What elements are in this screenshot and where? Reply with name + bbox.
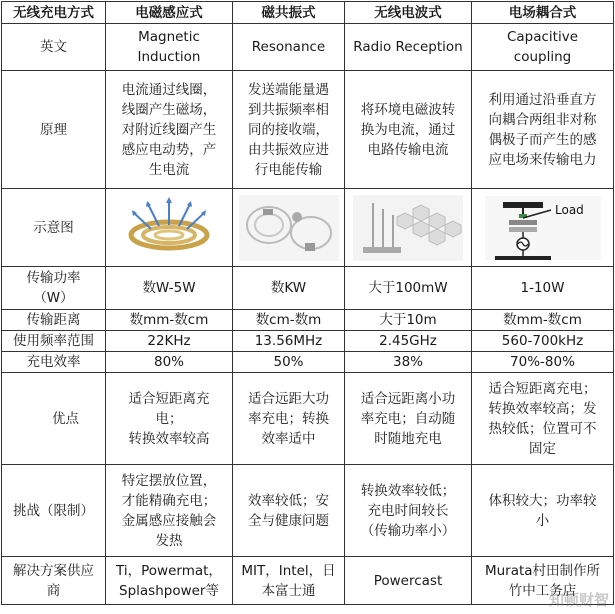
row-diagram xyxy=(2,189,614,267)
cell-vendors-induction: Ti，Powermat， Splashpower等 xyxy=(106,557,233,605)
cell-english-radio: Radio Reception xyxy=(345,24,472,71)
cell-power-resonance: 数KW xyxy=(233,267,345,310)
diagram-radio xyxy=(345,189,472,267)
row-english xyxy=(2,24,614,71)
watermark: 知顿财智 xyxy=(548,591,609,609)
row-frequency xyxy=(2,331,614,352)
row-vendors xyxy=(2,557,614,605)
label-challenges: 挑战（限制） xyxy=(2,465,106,557)
row-efficiency xyxy=(2,352,614,373)
cell-distance-induction: 数mm-数cm xyxy=(106,310,233,331)
label-efficiency: 充电效率 xyxy=(2,352,106,373)
cell-efficiency-resonance: 50% xyxy=(233,352,345,373)
cell-principle-radio: 将环境电磁波转 换为电流，通过 电路传输电流 xyxy=(345,71,472,189)
comparison-table xyxy=(1,1,614,605)
row-challenges xyxy=(2,465,614,557)
cell-chal-capacitive: 体积较大；功率较 小 xyxy=(472,465,614,557)
row-power xyxy=(2,267,614,310)
header-row xyxy=(2,2,614,24)
diagram-resonance xyxy=(233,189,345,267)
cell-vendors-resonance: MIT，Intel，日 本富士通 xyxy=(233,557,345,605)
capacitive-image xyxy=(483,194,603,262)
diagram-capacitive xyxy=(472,189,614,267)
label-principle: 原理 xyxy=(2,71,106,189)
header-resonance: 磁共振式 xyxy=(233,2,345,24)
cell-english-resonance: Resonance xyxy=(233,24,345,71)
cell-english-induction: Magnetic Induction xyxy=(106,24,233,71)
cell-power-capacitive: 1-10W xyxy=(472,267,614,310)
label-distance: 传输距离 xyxy=(2,310,106,331)
cell-chal-radio: 转换效率较低； 充电时间较长 （传输功率小） xyxy=(345,465,472,557)
cell-efficiency-induction: 80% xyxy=(106,352,233,373)
cell-vendors-radio: Powercast xyxy=(345,557,472,605)
cell-frequency-radio: 2.45GHz xyxy=(345,331,472,352)
cell-frequency-capacitive: 560-700kHz xyxy=(472,331,614,352)
cell-english-capacitive: Capacitive coupling xyxy=(472,24,614,71)
cell-power-induction: 数W-5W xyxy=(106,267,233,310)
cell-efficiency-radio: 38% xyxy=(345,352,472,373)
header-induction: 电磁感应式 xyxy=(106,2,233,24)
cell-principle-capacitive: 利用通过沿垂直方 向耦合两组非对称 偶极子而产生的感 应电场来传输电力 xyxy=(472,71,614,189)
row-principle xyxy=(2,71,614,189)
cell-distance-radio: 大于10m xyxy=(345,310,472,331)
resonance-image xyxy=(239,195,339,261)
label-frequency: 使用频率范围 xyxy=(2,331,106,352)
label-advantages: 优点 xyxy=(2,373,106,465)
cell-vendors-capacitive: Murata村田制作所 竹中工务店 xyxy=(472,557,614,605)
label-diagram: 示意图 xyxy=(2,189,106,267)
cell-adv-resonance: 适合远距大功 率充电；转换 效率适中 xyxy=(233,373,345,465)
radio-image xyxy=(353,195,463,261)
cell-chal-induction: 特定摆放位置， 才能精确充电； 金属感应接触会 发热 xyxy=(106,465,233,557)
cell-principle-induction: 电流通过线圈， 线圈产生磁场， 对附近线圈产生 感应电动势，产 生电流 xyxy=(106,71,233,189)
diagram-induction xyxy=(106,189,233,267)
cell-adv-radio: 适合远距离小功 率充电；自动随 时随地充电 xyxy=(345,373,472,465)
cell-frequency-induction: 22KHz xyxy=(106,331,233,352)
cell-adv-capacitive: 适合短距离充电； 转换效率较高；发 热较低；位置可不 固定 xyxy=(472,373,614,465)
row-advantages xyxy=(2,373,614,465)
cell-power-radio: 大于100mW xyxy=(345,267,472,310)
cell-distance-resonance: 数cm-数m xyxy=(233,310,345,331)
cell-distance-capacitive: 数mm-数cm xyxy=(472,310,614,331)
cell-adv-induction: 适合短距离充 电； 转换效率较高 xyxy=(106,373,233,465)
label-vendors: 解决方案供应 商 xyxy=(2,557,106,605)
row-distance xyxy=(2,310,614,331)
cell-efficiency-capacitive: 70%-80% xyxy=(472,352,614,373)
induction-coil-image xyxy=(124,195,214,261)
cell-frequency-resonance: 13.56MHz xyxy=(233,331,345,352)
header-radio: 无线电波式 xyxy=(345,2,472,24)
label-power: 传输功率 （W） xyxy=(2,267,106,310)
header-capacitive: 电场耦合式 xyxy=(472,2,614,24)
cell-chal-resonance: 效率较低；安 全与健康问题 xyxy=(233,465,345,557)
cell-principle-resonance: 发送端能量遇 到共振频率相 同的接收端， 由共振效应进 行电能传输 xyxy=(233,71,345,189)
label-english: 英文 xyxy=(2,24,106,71)
load-label: Load xyxy=(554,202,584,217)
header-method: 无线充电方式 xyxy=(2,2,106,24)
